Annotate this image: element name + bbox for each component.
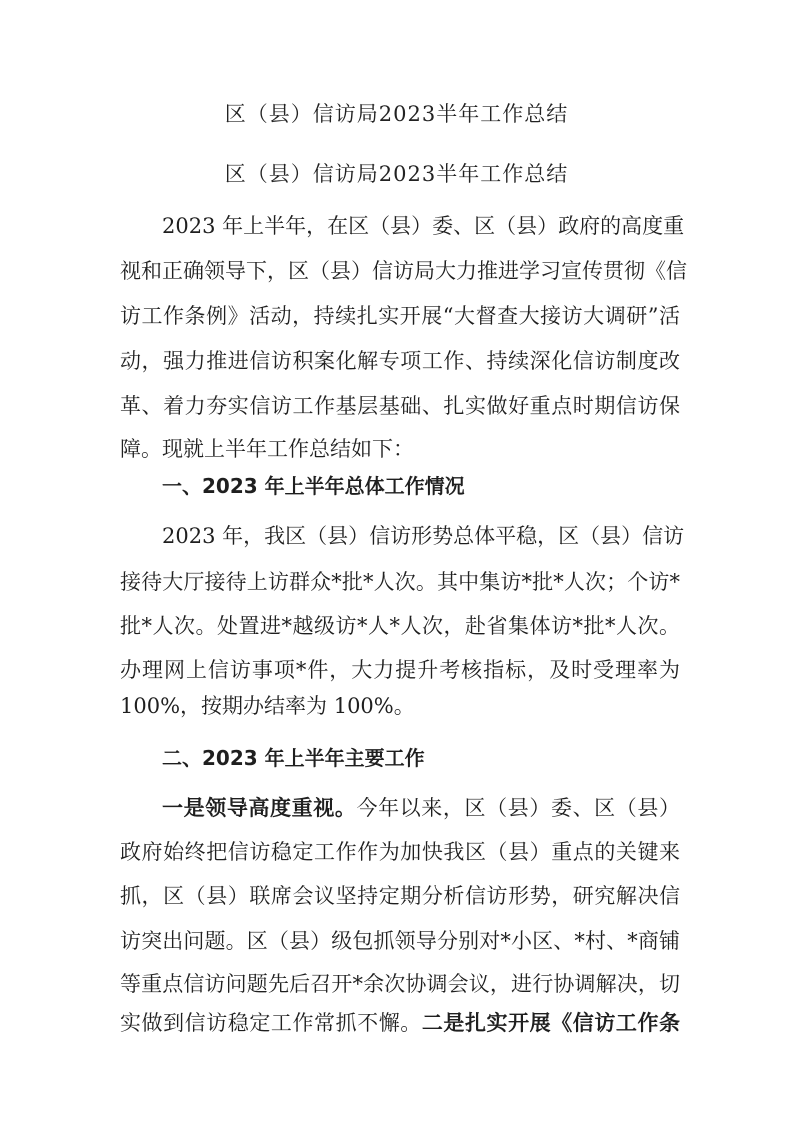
- section2-line: 抓，区（县）联席会议坚持定期分析信访形势，研究解决信: [120, 884, 680, 908]
- intro-line: 障。现就上半年工作总结如下：: [120, 437, 414, 461]
- lead-text: 今年以来，区（县）委、区（县）: [356, 796, 681, 820]
- lead-bold-text: 二是扎实开展《信访工作条: [421, 1010, 681, 1035]
- section1-line: 接待大厅接待上访群众*批*人次。其中集访*批*人次；个访*: [120, 570, 680, 594]
- intro-line: 动，强力推进信访积案化解专项工作、持续深化信访制度改: [120, 349, 680, 373]
- section-heading: 二、2023 年上半年主要工作: [162, 746, 425, 770]
- section2-line: [120, 1007, 680, 1037]
- section2-text: 实做到信访稳定工作常抓不懈。: [120, 1011, 422, 1035]
- section1-line: 办理网上信访事项*件，大力提升考核指标，及时受理率为: [120, 658, 680, 682]
- section2-line: [162, 792, 680, 822]
- section2-line: 政府始终把信访稳定工作作为加快我区（县）重点的关键来: [120, 840, 680, 864]
- section1-line: 批*人次。处置进*越级访*人*人次，赴省集体访*批*人次。: [120, 614, 680, 638]
- section1-line: 100%，按期办结率为 100%。: [120, 694, 415, 718]
- section1-line: 2023 年，我区（县）信访形势总体平稳，区（县）信访: [162, 524, 685, 548]
- document-title: 区（县）信访局2023半年工作总结: [224, 102, 569, 126]
- section-heading: 一、2023 年上半年总体工作情况: [162, 474, 465, 498]
- intro-line: 视和正确领导下，区（县）信访局大力推进学习宣传贯彻《信: [120, 259, 687, 283]
- document-subtitle: 区（县）信访局2023半年工作总结: [224, 162, 569, 186]
- intro-line: 革、着力夯实信访工作基层基础、扎实做好重点时期信访保: [120, 394, 680, 418]
- lead-bold-text: 一是领导高度重视。: [162, 795, 357, 820]
- intro-line: 访工作条例》活动，持续扎实开展“大督查大接访大调研”活: [120, 304, 680, 328]
- section2-line: 访突出问题。区（县）级包抓领导分别对*小区、*村、*商铺: [120, 929, 680, 953]
- section2-line: 等重点信访问题先后召开*余次协调会议，进行协调解决，切: [120, 972, 680, 996]
- intro-line: 2023 年上半年，在区（县）委、区（县）政府的高度重: [162, 214, 685, 238]
